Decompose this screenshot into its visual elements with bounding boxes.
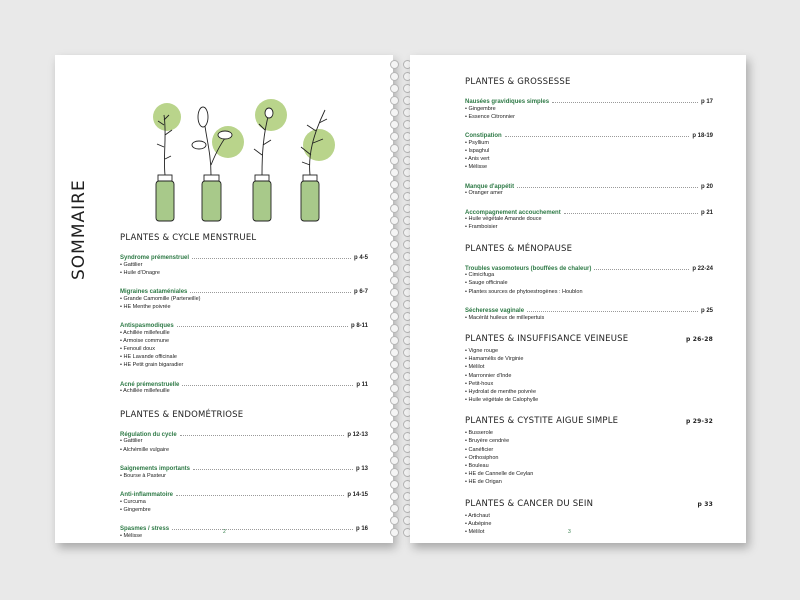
- list-item: • Achillée millefeuille: [120, 388, 368, 396]
- section-page: p 29-32: [686, 418, 713, 426]
- list-item: • Oranger amer: [465, 190, 713, 198]
- binding-ring: [390, 228, 399, 237]
- toc-entry: [465, 208, 713, 232]
- toc-left: [120, 233, 368, 541]
- entry-page: p 22-24: [692, 265, 713, 272]
- list-item: • Gingembre: [120, 507, 368, 515]
- entry-heading: [465, 182, 713, 190]
- binding-ring: [390, 444, 399, 453]
- toc-entry: [120, 287, 368, 311]
- toc-entry: [465, 513, 713, 537]
- dot-leader: [180, 430, 345, 436]
- section-page: p 26-28: [686, 336, 713, 344]
- entry-heading: [120, 287, 368, 295]
- toc-section: [465, 334, 713, 404]
- entry-page: p 20: [700, 183, 713, 190]
- binding-ring: [390, 492, 399, 501]
- green-circle: [303, 129, 335, 161]
- binding-ring: [390, 72, 399, 81]
- entry-page: p 8-11: [350, 323, 368, 330]
- toc-entry: [120, 524, 368, 540]
- entry-page: p 21: [700, 209, 713, 216]
- list-item: • Essence Citronnier: [465, 114, 713, 122]
- entry-heading: [465, 131, 713, 139]
- toc-section: [465, 499, 713, 537]
- binding-ring: [390, 432, 399, 441]
- binding-ring: [390, 120, 399, 129]
- list-item: • Grande Camomille (Parteneille): [120, 296, 368, 304]
- section-title: PLANTES & GROSSESSE: [465, 77, 571, 87]
- toc-section: [120, 410, 368, 541]
- toc-right: [465, 77, 713, 536]
- toc-entry: [465, 182, 713, 198]
- binding-ring: [390, 516, 399, 525]
- list-item: • Bruyère cendrée: [465, 438, 713, 446]
- list-item: • Petit-houx: [465, 381, 713, 389]
- right-page: [410, 55, 746, 543]
- dot-leader: [192, 253, 351, 259]
- toc-entry: [120, 253, 368, 277]
- entry-name: Troubles vasomoteurs (bouffées de chaleur): [465, 265, 592, 272]
- entry-page: p 13: [355, 466, 368, 473]
- list-item: • Marronnier d'Inde: [465, 373, 713, 381]
- toc-entry: [120, 490, 368, 514]
- entry-page: p 12-13: [347, 431, 368, 438]
- entry-name: Régulation du cycle: [120, 431, 177, 438]
- toc-section: [120, 233, 368, 396]
- entry-name: Anti-inflammatoire: [120, 492, 174, 499]
- list-item: • Mélisse: [465, 164, 713, 172]
- toc-entry: [465, 97, 713, 121]
- section-title: PLANTES & INSUFFISANCE VEINEUSE p 26-28: [465, 334, 713, 345]
- toc-entry: [465, 306, 713, 322]
- list-item: • Mélilot: [465, 529, 713, 537]
- list-item: • Alchémille vulgaire: [120, 447, 368, 455]
- binding-ring: [390, 264, 399, 273]
- list-item: • Curcuma: [120, 499, 368, 507]
- herbal-bottles-illustration: [145, 95, 345, 225]
- entry-name: Acné prémenstruelle: [120, 381, 180, 388]
- section-title: PLANTES & CYCLE MENSTRUEL: [120, 233, 257, 243]
- list-item: • Mélisse: [120, 533, 368, 541]
- binding-ring: [390, 468, 399, 477]
- toc-entry: [120, 430, 368, 454]
- toc-entry: [465, 430, 713, 486]
- list-item: • Orthosiphon: [465, 455, 713, 463]
- binding-ring: [390, 168, 399, 177]
- toc-section: [465, 77, 713, 232]
- entry-page: p 18-19: [692, 133, 713, 140]
- binding-ring: [390, 240, 399, 249]
- entry-page: p 14-15: [347, 492, 368, 499]
- entry-name: Antispasmodiques: [120, 323, 174, 330]
- list-item: • Armoise commune: [120, 338, 368, 346]
- list-item: • Achillée millefeuille: [120, 330, 368, 338]
- list-item: • Sauge officinale: [465, 280, 713, 288]
- binding-ring: [390, 504, 399, 513]
- page-number: 3: [568, 529, 571, 535]
- entry-name: Sécheresse vaginale: [465, 308, 525, 315]
- bottle-icon: [192, 107, 232, 221]
- list-item: • Bouleau: [465, 463, 713, 471]
- toc-section: [465, 244, 713, 322]
- binding-ring: [390, 288, 399, 297]
- left-page: SOMMAIRE PLANTES & CYCLE MENSTRUEL Syndrome prémenstruel p 4-5 • Gattilier • Huile d'Onagre Migraines cataméniales p 6-7 • Grande Camomille (Parteneille) • HE Menthe poivrée Antispasmodiques p 8-11 • Achillée millefeuille • Armoise commune • Fenouil doux • HE Lavande officinale • HE Petit grain bigaradier Acné prémenstruelle p 11 • Achillée millefeuille PLANTES & ENDOMÉTRIOSE Régulation du cycle p 12-13 • Gattilier • Alchémille vulgaire Saignements importants p 13 • Bourse à Pasteur Anti-inflammatoire p 14-15 • Curcuma • Gingembre Spasmes / stress p 16 • Mélisse 2: [55, 55, 393, 543]
- list-item: • Hamamélis de Virginie: [465, 356, 713, 364]
- entry-name: Constipation: [465, 133, 502, 140]
- dot-leader: [177, 321, 348, 327]
- binding-ring: [390, 216, 399, 225]
- entry-name: Manque d'appétit: [465, 183, 515, 190]
- list-item: • HE Menthe poivrée: [120, 304, 368, 312]
- binding-ring: [390, 108, 399, 117]
- entry-name: Nausées gravidiques simples: [465, 99, 550, 105]
- section-page: p 33: [697, 500, 713, 508]
- toc-section: [465, 416, 713, 486]
- entry-heading: [465, 264, 713, 272]
- binding-ring: [390, 156, 399, 165]
- binding-ring: [390, 348, 399, 357]
- list-item: • Aubépine: [465, 521, 713, 529]
- entry-page: p 6-7: [353, 289, 368, 296]
- entry-page: p 16: [355, 526, 368, 533]
- entry-name: Saignements importants: [120, 466, 191, 473]
- list-item: • Bourse à Pasteur: [120, 473, 368, 481]
- toc-entry: [465, 348, 713, 404]
- list-item: • Cimicifuga: [465, 272, 713, 280]
- entry-page: p 11: [356, 381, 368, 388]
- page-number: 2: [223, 529, 226, 535]
- list-item: • Framboisier: [465, 224, 713, 232]
- list-item: • Plantes sources de phytoestrogènes : Houblon: [465, 289, 713, 297]
- list-item: • Hydrolat de menthe poivrée: [465, 389, 713, 397]
- entry-name: Syndrome prémenstruel: [120, 255, 190, 261]
- entry-name: Accompagnement accouchement: [465, 209, 561, 216]
- binding-ring: [390, 528, 399, 537]
- bottle-icon: [301, 110, 327, 221]
- toc-entry: [120, 380, 368, 396]
- entry-page: p 17: [700, 99, 713, 105]
- list-item: • Fenouil doux: [120, 346, 368, 354]
- entry-heading: [120, 321, 368, 329]
- list-item: • HE Lavande officinale: [120, 354, 368, 362]
- list-item: • Busserole: [465, 430, 713, 438]
- binding-ring: [390, 420, 399, 429]
- bottle-icon: [156, 115, 174, 221]
- binding-ring: [390, 360, 399, 369]
- binding-ring: [390, 144, 399, 153]
- list-item: • Artichaut: [465, 513, 713, 521]
- list-item: • Gingembre: [465, 106, 713, 114]
- list-item: • Psyllium: [465, 140, 713, 148]
- binding-ring: [390, 312, 399, 321]
- list-item: • Mélilot: [465, 364, 713, 372]
- entry-heading: [120, 253, 368, 261]
- dot-leader: [193, 464, 353, 470]
- dot-leader: [564, 208, 698, 214]
- entry-heading: [465, 208, 713, 216]
- binding-ring: [390, 96, 399, 105]
- section-title: PLANTES & CYSTITE AIGUE SIMPLE p 29-32: [465, 416, 713, 427]
- binding-ring: [390, 480, 399, 489]
- binding-ring: [390, 192, 399, 201]
- entry-heading: [120, 490, 368, 498]
- dot-leader: [552, 97, 698, 103]
- binding-ring: [390, 84, 399, 93]
- green-circle: [212, 126, 244, 158]
- dot-leader: [517, 182, 698, 188]
- list-item: • HE de Origan: [465, 479, 713, 487]
- binding-ring: [390, 204, 399, 213]
- binding-ring: [390, 372, 399, 381]
- toc-entry: [465, 131, 713, 171]
- dot-leader: [182, 380, 353, 386]
- binding-ring: [390, 336, 399, 345]
- binding-ring: [390, 252, 399, 261]
- entry-heading: [120, 430, 368, 438]
- entry-heading: [120, 464, 368, 472]
- entry-name: Spasmes / stress: [120, 526, 170, 533]
- binding-ring: [390, 324, 399, 333]
- dot-leader: [176, 490, 344, 496]
- entry-heading: [120, 380, 368, 388]
- binding-ring: [390, 60, 399, 69]
- entry-name: Migraines cataméniales: [120, 289, 188, 296]
- toc-entry: [465, 264, 713, 296]
- binding-ring: [390, 132, 399, 141]
- list-item: • Huile d'Onagre: [120, 270, 368, 278]
- toc-entry: [120, 321, 368, 369]
- list-item: • HE de Cannelle de Ceylan: [465, 471, 713, 479]
- binding-ring: [390, 408, 399, 417]
- binding-ring: [390, 180, 399, 189]
- toc-entry: [120, 464, 368, 480]
- section-title: PLANTES & CANCER DU SEIN p 33: [465, 498, 713, 509]
- list-item: • HE Petit grain bigaradier: [120, 362, 368, 370]
- entry-page: p 4-5: [353, 255, 368, 261]
- entry-heading: [465, 97, 713, 105]
- binding-ring: [390, 396, 399, 405]
- dot-leader: [172, 524, 353, 530]
- dot-leader: [505, 131, 690, 137]
- binding-ring: [390, 300, 399, 309]
- entry-heading: [120, 524, 368, 532]
- dot-leader: [594, 264, 689, 270]
- binding-ring: [390, 384, 399, 393]
- dot-leader: [190, 287, 351, 293]
- list-item: • Huile végétale de Calophylle: [465, 397, 713, 405]
- section-title: PLANTES & ENDOMÉTRIOSE: [120, 409, 244, 420]
- list-item: • Ispaghul: [465, 148, 713, 156]
- list-item: • Gattilier: [120, 438, 368, 446]
- binding-ring: [390, 456, 399, 465]
- binding-ring: [390, 276, 399, 285]
- list-item: • Huile végétale Amande douce: [465, 216, 713, 224]
- list-item: • Macérât huileux de millepertuis: [465, 315, 713, 323]
- entry-page: p 25: [700, 308, 713, 315]
- list-item: • Anis vert: [465, 156, 713, 164]
- dot-leader: [527, 306, 698, 312]
- list-item: • Gattilier: [120, 262, 368, 270]
- list-item: • Canéficier: [465, 447, 713, 455]
- entry-heading: [465, 306, 713, 314]
- section-title: PLANTES & MÉNOPAUSE: [465, 243, 573, 254]
- list-item: • Vigne rouge: [465, 348, 713, 356]
